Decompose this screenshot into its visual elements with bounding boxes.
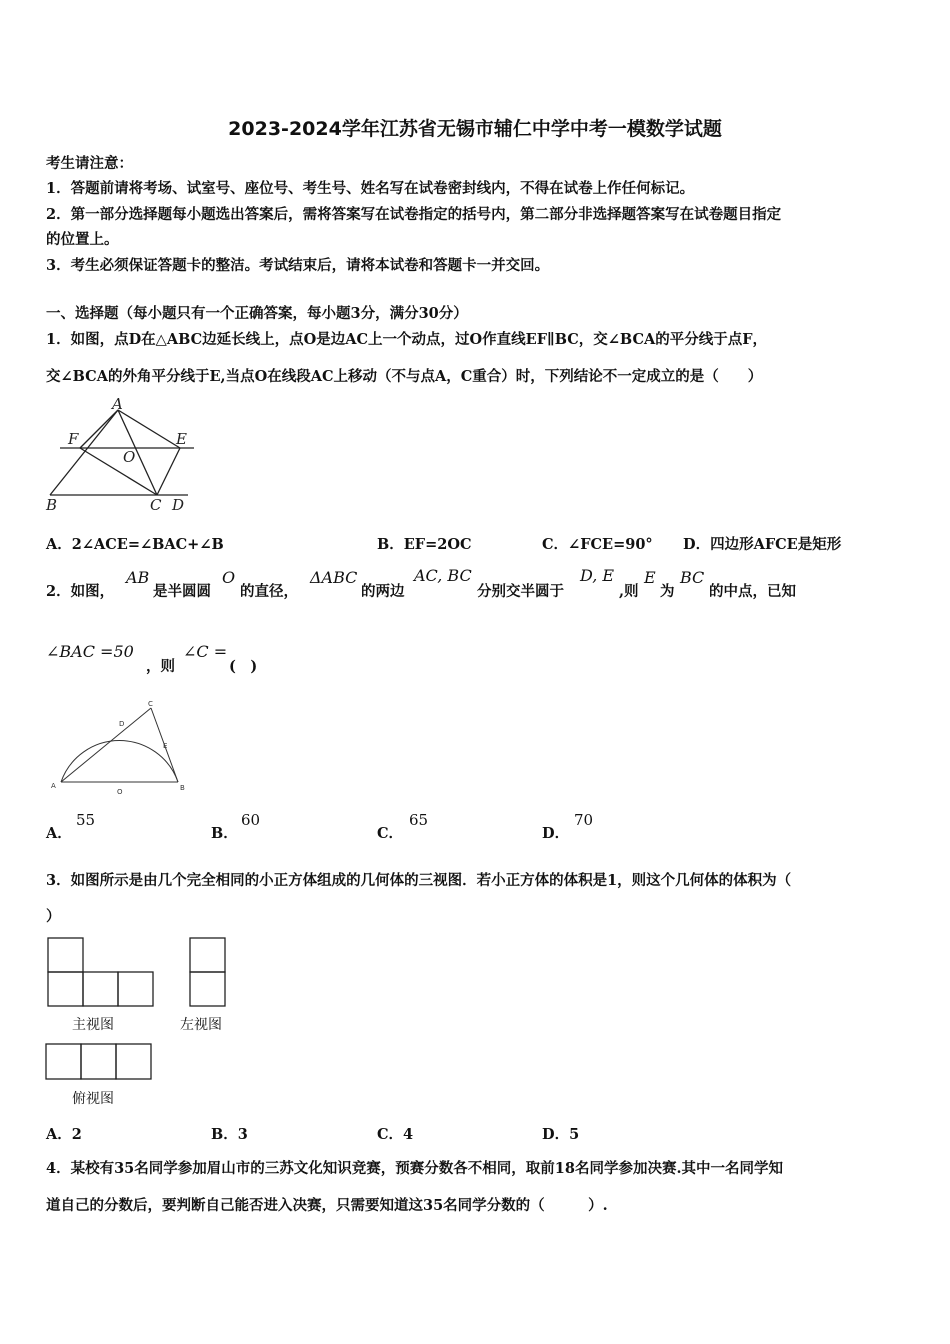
q3-text-line1: 3．如图所示是由几个完全相同的小正方体组成的几何体的三视图．若小正方体的体积是1，则这个几何体的体积为（ bbox=[46, 872, 792, 889]
q2-text-5: ,则 bbox=[619, 583, 639, 600]
q1-label-e: E bbox=[176, 430, 187, 448]
q3-option-c: C．4 bbox=[377, 1126, 414, 1143]
q3-left-view bbox=[189, 937, 228, 1009]
q1-option-d: D．四边形AFCE是矩形 bbox=[683, 536, 842, 553]
q2-text-8: ，则 bbox=[146, 658, 175, 675]
q2-text-3: 的两边 bbox=[361, 583, 405, 600]
q1-text-line1: 1．如图，点D在△ABC边延长线上，点O是边AC上一个动点，过O作直线EF∥BC，交∠BCA的平分线于点F， bbox=[46, 331, 768, 348]
q2-o: O bbox=[222, 568, 236, 587]
q2-angle-bac: ∠BAC =50 bbox=[46, 642, 134, 661]
q2-num: 2．如图， bbox=[46, 583, 115, 600]
q3-top-caption: 俯视图 bbox=[72, 1091, 114, 1107]
notice-item-3: 3．考生必须保证答题卡的整洁。考试结束后，请将本试卷和答题卡一并交回。 bbox=[46, 257, 550, 274]
q1-option-b: B．EF=2OC bbox=[377, 536, 472, 553]
q2-label-c: C bbox=[148, 700, 153, 708]
q3-option-a: A．2 bbox=[46, 1126, 82, 1143]
q2-option-d-letter: D． bbox=[542, 825, 570, 842]
q3-left-caption: 左视图 bbox=[180, 1017, 222, 1033]
q2-ab: AB bbox=[126, 568, 150, 587]
q1-label-b: B bbox=[46, 496, 58, 514]
q1-figure bbox=[44, 396, 200, 516]
q2-paren: ( ) bbox=[229, 658, 258, 675]
q2-figure bbox=[48, 698, 193, 798]
q3-front-view bbox=[47, 937, 155, 1009]
q3-top-view bbox=[45, 1043, 153, 1082]
q1-label-a: A bbox=[112, 395, 123, 413]
q2-text-6: 为 bbox=[660, 583, 675, 600]
q2-option-c-letter: C． bbox=[377, 825, 404, 842]
q1-label-f: F bbox=[68, 430, 79, 448]
q2-angle-c: ∠C = bbox=[183, 642, 228, 661]
notice-item-1: 1．答题前请将考场、试室号、座位号、考生号、姓名写在试卷密封线内，不得在试卷上作任何标记。 bbox=[46, 180, 695, 197]
page-title: 2023-2024学年江苏省无锡市辅仁中学中考一模数学试题 bbox=[228, 118, 722, 140]
q2-label-e: E bbox=[163, 742, 168, 750]
q2-acbc: AC, BC bbox=[414, 566, 472, 585]
q4-text-line1: 4．某校有35名同学参加眉山市的三苏文化知识竞赛，预赛分数各不相同，取前18名同学参加决赛.其中一名同学知 bbox=[46, 1160, 783, 1177]
q3-text-line2: ） bbox=[46, 908, 61, 925]
q2-e: E bbox=[644, 568, 656, 587]
q4-text-line2: 道自己的分数后，要判断自己能否进入决赛，只需要知道这35名同学分数的（ ）. bbox=[46, 1197, 608, 1214]
notice-item-2-cont: 的位置上。 bbox=[46, 231, 119, 248]
notice-heading: 考生请注意： bbox=[46, 155, 133, 172]
q1-label-d: D bbox=[172, 496, 185, 514]
q2-de: D, E bbox=[580, 566, 615, 585]
q2-bc: BC bbox=[680, 568, 705, 587]
q3-option-d: D．5 bbox=[542, 1126, 580, 1143]
q1-text-line2: 交∠BCA的外角平分线于E,当点O在线段AC上移动（不与点A，C重合）时，下列结论不一定成立的是（ ） bbox=[46, 368, 763, 385]
q2-option-a-letter: A． bbox=[46, 825, 72, 842]
q1-label-c: C bbox=[150, 496, 162, 514]
q2-label-a: A bbox=[51, 782, 56, 790]
q1-label-o: O bbox=[123, 448, 136, 466]
q1-option-c: C．∠FCE=90° bbox=[542, 536, 653, 553]
q2-text-1: 是半圆圆 bbox=[153, 583, 211, 600]
q2-label-d: D bbox=[119, 720, 125, 728]
q2-text-4: 分别交半圆于 bbox=[477, 583, 564, 600]
q3-front-caption: 主视图 bbox=[72, 1017, 114, 1033]
notice-item-2: 2．第一部分选择题每小题选出答案后，需将答案写在试卷指定的括号内，第二部分非选择题答案写在试卷题目指定 bbox=[46, 206, 782, 223]
q2-text-7: 的中点，已知 bbox=[709, 583, 796, 600]
section-heading: 一、选择题（每小题只有一个正确答案，每小题3分，满分30分） bbox=[46, 305, 468, 322]
q2-option-b-value: 60 bbox=[241, 811, 261, 829]
q2-text-2: 的直径， bbox=[240, 583, 298, 600]
q2-option-d-value: 70 bbox=[574, 811, 594, 829]
q2-label-o: O bbox=[117, 788, 123, 796]
q2-label-b: B bbox=[180, 784, 185, 792]
q2-triangle: ΔABC bbox=[310, 568, 358, 587]
q2-option-a-value: 55 bbox=[76, 811, 96, 829]
q2-option-b-letter: B． bbox=[211, 825, 238, 842]
q3-option-b: B．3 bbox=[211, 1126, 248, 1143]
q1-option-a: A．2∠ACE=∠BAC+∠B bbox=[46, 536, 224, 553]
q2-option-c-value: 65 bbox=[409, 811, 429, 829]
